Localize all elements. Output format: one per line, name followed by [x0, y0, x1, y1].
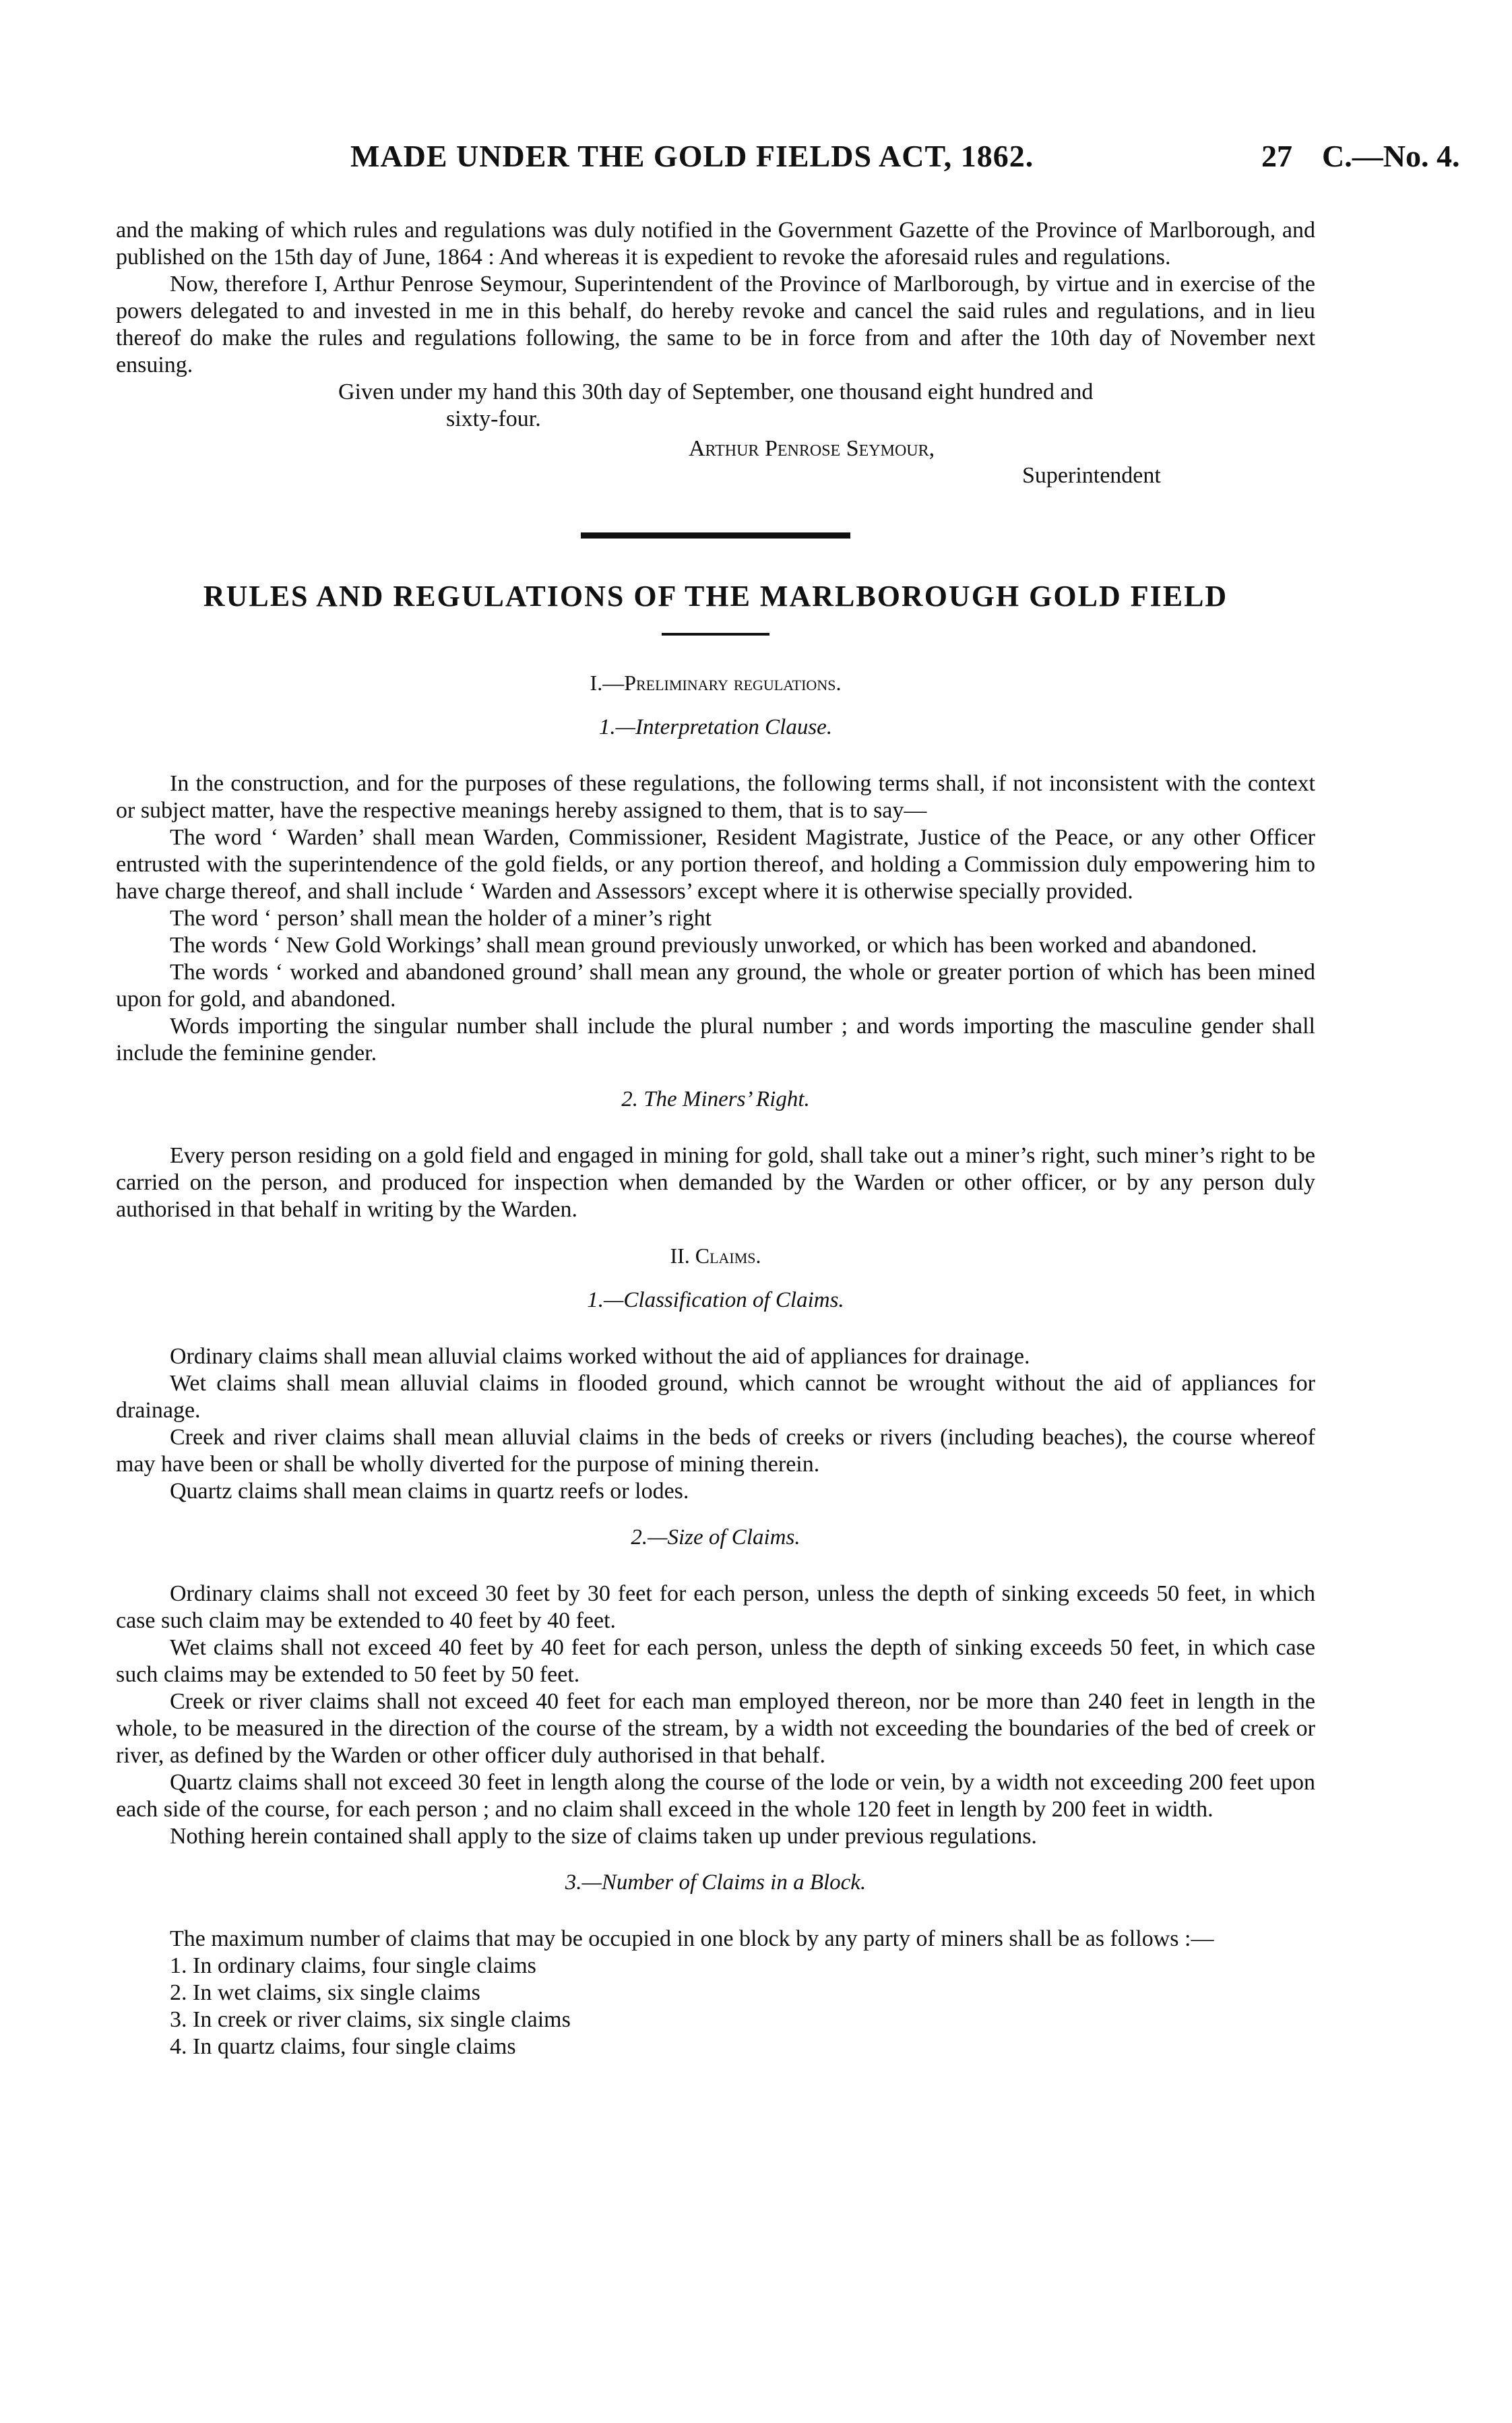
divider-rule [581, 532, 850, 539]
subsection-heading [116, 714, 1315, 741]
preamble-paragraph: Now, therefore I, Arthur Penrose Seymour, Superintendent of the Province of Marlborough, by virtue and in exercise of the powers delegated to and invested in me in this behalf, do hereby revoke and cancel the said rules and regulations, and in lieu thereof do make the rules and regulations following, the same to be in force from and after the 10th day of November next ensuing. [116, 272, 1315, 377]
given-under-hand-continued: sixty-four. [446, 406, 541, 431]
paragraph: Words importing the singular number shall include the plural number ; and words importing the masculine gender shall include the feminine gender. [116, 1014, 1315, 1066]
subsection-heading-text: 2.—Size of Claims. [631, 1525, 800, 1550]
subsection-heading-text: 2. The Miners’ Right. [621, 1087, 810, 1111]
section-heading: I.—Preliminary regulations. [590, 671, 842, 695]
spacer [116, 1850, 1315, 1869]
header-title: MADE UNDER THE GOLD FIELDS ACT, 1862. [350, 139, 1034, 173]
subsection-heading [116, 1524, 1315, 1551]
main-heading: RULES AND REGULATIONS OF THE MARLBOROUGH GOLD FIELD [203, 580, 1228, 613]
page-number: 27 [1261, 139, 1292, 173]
paragraph: Wet claims shall not exceed 40 feet by 40 feet for each person, unless the depth of sinking exceeds 50 feet, in which case such claims may be extended to 50 feet by 50 feet. [116, 1635, 1315, 1687]
document-code: C.—No. 4. [1322, 139, 1460, 173]
paragraph: Creek and river claims shall mean alluvial claims in the beds of creeks or rivers (including beaches), the course whereof may have been or shall be wholly diverted for the purpose of mining therein. [116, 1425, 1315, 1477]
list-item: 2. In wet claims, six single claims [170, 1980, 480, 2005]
section-heading: II. Claims. [670, 1244, 761, 1268]
paragraph: Ordinary claims shall mean alluvial claims worked without the aid of appliances for drainage. [170, 1344, 1030, 1369]
paragraph: Wet claims shall mean alluvial claims in flooded ground, which cannot be wrought without the aid of appliances for drainage. [116, 1371, 1315, 1423]
signatory-name: Arthur Penrose Seymour, [689, 436, 935, 461]
spacer [116, 1505, 1315, 1524]
subsection-heading-text: 3.—Number of Claims in a Block. [565, 1870, 867, 1895]
body-text [116, 217, 1315, 2060]
paragraph: In the construction, and for the purposes of these regulations, the following terms shall, if not inconsistent with the context or subject matter, have the respective meanings hereby assigned to them, that is to say— [116, 771, 1315, 823]
subsection-heading-text: 1.—Classification of Claims. [587, 1288, 844, 1312]
preamble-paragraph: and the making of which rules and regulations was duly notified in the Government Gazette of the Province of Marlborough, and published on the 15th day of June, 1864 : And whereas it is expedient to revoke the aforesaid rules and regulations. [116, 218, 1315, 270]
subsection-heading [116, 1086, 1315, 1113]
paragraph: The word ‘ person’ shall mean the holder of a miner’s right [170, 906, 712, 931]
running-header [116, 138, 1460, 179]
paragraph: Creek or river claims shall not exceed 40 feet for each man employed thereon, nor be more than 240 feet in length in the whole, to be measured in the direction of the course of the stream, by a width not exceeding the boundaries of the bed of creek or river, as defined by the Warden or other officer duly authorised in that behalf. [116, 1689, 1315, 1768]
paragraph: The word ‘ Warden’ shall mean Warden, Commissioner, Resident Magistrate, Justice of the Peace, or any other Officer entrusted with the superintendence of the gold fields, or any portion thereof, and holding a Commission duly empowering him to have charge thereof, and shall include ‘ Warden and Assessors’ except where it is otherwise specially provided. [116, 825, 1315, 904]
paragraph: Quartz claims shall mean claims in quartz reefs or lodes. [170, 1479, 689, 1504]
paragraph: Ordinary claims shall not exceed 30 feet by 30 feet for each person, unless the depth of sinking exceeds 50 feet, in which case such claim may be extended to 40 feet by 40 feet. [116, 1581, 1315, 1633]
paragraph: Every person residing on a gold field and engaged in mining for gold, shall take out a miner’s right, such miner’s right to be carried on the person, and produced for inspection when demanded by the Warden or other officer, or by any person duly authorised in that behalf in writing by the Warden. [116, 1143, 1315, 1222]
paragraph: Quartz claims shall not exceed 30 feet in length along the course of the lode or vein, by a width not exceeding 200 feet upon each side of the course, for each person ; and no claim shall exceed in the whole 120 feet in length by 200 feet in width. [116, 1770, 1315, 1822]
divider-rule-short [662, 633, 769, 636]
subsection-heading [116, 1869, 1315, 1896]
spacer [116, 1067, 1315, 1086]
list-item: 1. In ordinary claims, four single claims [170, 1953, 536, 1978]
given-under-hand: Given under my hand this 30th day of September, one thousand eight hundred and [338, 379, 1094, 404]
subsection-heading-text: 1.—Interpretation Clause. [598, 715, 833, 739]
signatory-title: Superintendent [1022, 463, 1161, 488]
list-item: 3. In creek or river claims, six single claims [170, 2007, 571, 2032]
paragraph: The words ‘ New Gold Workings’ shall mean ground previously unworked, or which has been worked and abandoned. [170, 933, 1257, 958]
spacer [116, 1223, 1315, 1242]
paragraph: Nothing herein contained shall apply to the size of claims taken up under previous regulations. [170, 1824, 1037, 1849]
paragraph: The words ‘ worked and abandoned ground’ shall mean any ground, the whole or greater portion of which has been mined upon for gold, and abandoned. [116, 960, 1315, 1012]
list-item: 4. In quartz claims, four single claims [170, 2034, 516, 2059]
paragraph: The maximum number of claims that may be occupied in one block by any party of miners shall be as follows :— [170, 1926, 1214, 1951]
subsection-heading [116, 1287, 1315, 1314]
